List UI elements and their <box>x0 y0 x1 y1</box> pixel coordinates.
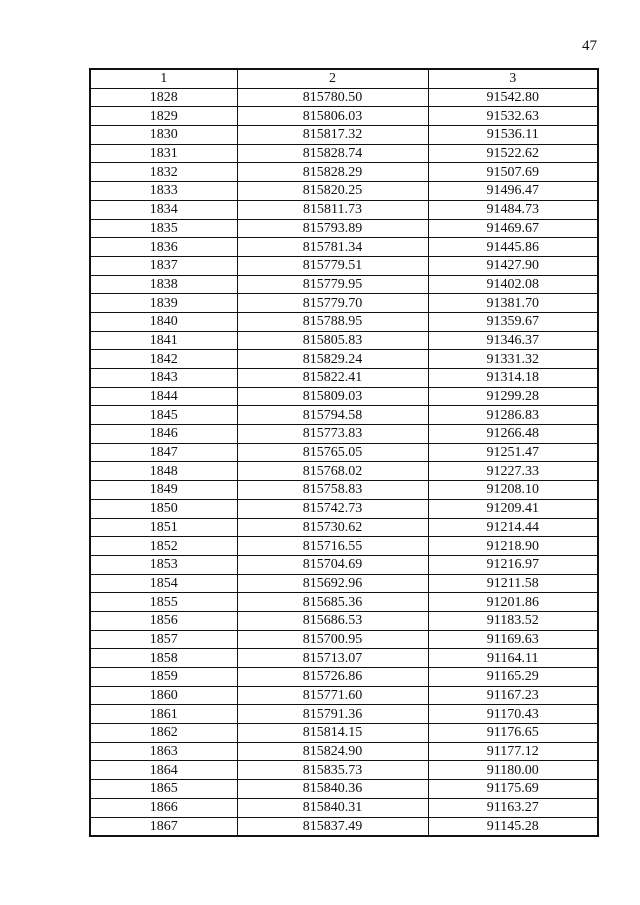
table-row <box>90 369 598 388</box>
x-coordinate-cell: 815704.69 <box>237 555 428 574</box>
x-coordinate-cell: 815828.29 <box>237 163 428 182</box>
point-number-cell: 1828 <box>90 88 237 107</box>
y-coordinate-cell: 91507.69 <box>428 163 598 182</box>
y-coordinate-cell: 91266.48 <box>428 425 598 444</box>
table-row <box>90 798 598 817</box>
point-number-cell: 1835 <box>90 219 237 238</box>
table-body <box>90 88 598 836</box>
y-coordinate-cell: 91163.27 <box>428 798 598 817</box>
point-number-cell: 1844 <box>90 387 237 406</box>
table-row <box>90 275 598 294</box>
table-row <box>90 238 598 257</box>
x-coordinate-cell: 815713.07 <box>237 649 428 668</box>
point-number-cell: 1837 <box>90 256 237 275</box>
x-coordinate-cell: 815781.34 <box>237 238 428 257</box>
x-coordinate-cell: 815780.50 <box>237 88 428 107</box>
table-row <box>90 780 598 799</box>
y-coordinate-cell: 91167.23 <box>428 686 598 705</box>
x-coordinate-cell: 815779.70 <box>237 294 428 313</box>
point-number-cell: 1861 <box>90 705 237 724</box>
table-row <box>90 630 598 649</box>
x-coordinate-cell: 815805.83 <box>237 331 428 350</box>
y-coordinate-cell: 91164.11 <box>428 649 598 668</box>
table-row <box>90 425 598 444</box>
y-coordinate-cell: 91427.90 <box>428 256 598 275</box>
x-coordinate-cell: 815685.36 <box>237 593 428 612</box>
x-coordinate-cell: 815716.55 <box>237 537 428 556</box>
x-coordinate-cell: 815817.32 <box>237 126 428 145</box>
point-number-cell: 1855 <box>90 593 237 612</box>
x-coordinate-cell: 815840.36 <box>237 780 428 799</box>
x-coordinate-cell: 815730.62 <box>237 518 428 537</box>
point-number-cell: 1836 <box>90 238 237 257</box>
column-header: 1 <box>90 69 237 88</box>
point-number-cell: 1863 <box>90 742 237 761</box>
y-coordinate-cell: 91381.70 <box>428 294 598 313</box>
x-coordinate-cell: 815814.15 <box>237 724 428 743</box>
y-coordinate-cell: 91183.52 <box>428 611 598 630</box>
table-row <box>90 182 598 201</box>
point-number-cell: 1852 <box>90 537 237 556</box>
point-number-cell: 1845 <box>90 406 237 425</box>
x-coordinate-cell: 815779.51 <box>237 256 428 275</box>
point-number-cell: 1840 <box>90 312 237 331</box>
point-number-cell: 1832 <box>90 163 237 182</box>
point-number-cell: 1867 <box>90 817 237 836</box>
y-coordinate-cell: 91177.12 <box>428 742 598 761</box>
point-number-cell: 1842 <box>90 350 237 369</box>
point-number-cell: 1865 <box>90 780 237 799</box>
x-coordinate-cell: 815840.31 <box>237 798 428 817</box>
y-coordinate-cell: 91484.73 <box>428 200 598 219</box>
y-coordinate-cell: 91180.00 <box>428 761 598 780</box>
point-number-cell: 1854 <box>90 574 237 593</box>
x-coordinate-cell: 815829.24 <box>237 350 428 369</box>
y-coordinate-cell: 91314.18 <box>428 369 598 388</box>
table-row <box>90 537 598 556</box>
y-coordinate-cell: 91445.86 <box>428 238 598 257</box>
x-coordinate-cell: 815686.53 <box>237 611 428 630</box>
point-number-cell: 1860 <box>90 686 237 705</box>
y-coordinate-cell: 91536.11 <box>428 126 598 145</box>
x-coordinate-cell: 815793.89 <box>237 219 428 238</box>
table-row <box>90 200 598 219</box>
page-number: 47 <box>582 38 597 54</box>
x-coordinate-cell: 815742.73 <box>237 499 428 518</box>
y-coordinate-cell: 91208.10 <box>428 481 598 500</box>
point-number-cell: 1862 <box>90 724 237 743</box>
y-coordinate-cell: 91211.58 <box>428 574 598 593</box>
point-number-cell: 1857 <box>90 630 237 649</box>
x-coordinate-cell: 815809.03 <box>237 387 428 406</box>
y-coordinate-cell: 91170.43 <box>428 705 598 724</box>
table-row <box>90 88 598 107</box>
point-number-cell: 1866 <box>90 798 237 817</box>
point-number-cell: 1834 <box>90 200 237 219</box>
y-coordinate-cell: 91542.80 <box>428 88 598 107</box>
point-number-cell: 1858 <box>90 649 237 668</box>
table-row <box>90 350 598 369</box>
table-row <box>90 387 598 406</box>
point-number-cell: 1848 <box>90 462 237 481</box>
header-row <box>90 69 598 88</box>
point-number-cell: 1851 <box>90 518 237 537</box>
table-row <box>90 611 598 630</box>
point-number-cell: 1850 <box>90 499 237 518</box>
y-coordinate-cell: 91169.63 <box>428 630 598 649</box>
y-coordinate-cell: 91331.32 <box>428 350 598 369</box>
x-coordinate-cell: 815779.95 <box>237 275 428 294</box>
x-coordinate-cell: 815700.95 <box>237 630 428 649</box>
y-coordinate-cell: 91165.29 <box>428 668 598 687</box>
y-coordinate-cell: 91214.44 <box>428 518 598 537</box>
point-number-cell: 1831 <box>90 144 237 163</box>
table-row <box>90 462 598 481</box>
point-number-cell: 1838 <box>90 275 237 294</box>
y-coordinate-cell: 91346.37 <box>428 331 598 350</box>
y-coordinate-cell: 91469.67 <box>428 219 598 238</box>
x-coordinate-cell: 815824.90 <box>237 742 428 761</box>
table-row <box>90 144 598 163</box>
y-coordinate-cell: 91201.86 <box>428 593 598 612</box>
point-number-cell: 1859 <box>90 668 237 687</box>
point-number-cell: 1864 <box>90 761 237 780</box>
table-row <box>90 668 598 687</box>
table-row <box>90 163 598 182</box>
y-coordinate-cell: 91209.41 <box>428 499 598 518</box>
table-row <box>90 256 598 275</box>
column-header: 2 <box>237 69 428 88</box>
table-row <box>90 331 598 350</box>
y-coordinate-cell: 91286.83 <box>428 406 598 425</box>
table-row <box>90 593 598 612</box>
table-row <box>90 219 598 238</box>
table-row <box>90 574 598 593</box>
x-coordinate-cell: 815726.86 <box>237 668 428 687</box>
x-coordinate-cell: 815835.73 <box>237 761 428 780</box>
x-coordinate-cell: 815692.96 <box>237 574 428 593</box>
x-coordinate-cell: 815771.60 <box>237 686 428 705</box>
y-coordinate-cell: 91496.47 <box>428 182 598 201</box>
y-coordinate-cell: 91176.65 <box>428 724 598 743</box>
x-coordinate-cell: 815765.05 <box>237 443 428 462</box>
table-row <box>90 443 598 462</box>
point-number-cell: 1853 <box>90 555 237 574</box>
table-header <box>90 69 598 88</box>
point-number-cell: 1849 <box>90 481 237 500</box>
table-row <box>90 406 598 425</box>
x-coordinate-cell: 815837.49 <box>237 817 428 836</box>
y-coordinate-cell: 91402.08 <box>428 275 598 294</box>
point-number-cell: 1843 <box>90 369 237 388</box>
table-row <box>90 742 598 761</box>
x-coordinate-cell: 815773.83 <box>237 425 428 444</box>
y-coordinate-cell: 91227.33 <box>428 462 598 481</box>
y-coordinate-cell: 91218.90 <box>428 537 598 556</box>
table-row <box>90 705 598 724</box>
point-number-cell: 1856 <box>90 611 237 630</box>
table-row <box>90 499 598 518</box>
x-coordinate-cell: 815820.25 <box>237 182 428 201</box>
y-coordinate-cell: 91299.28 <box>428 387 598 406</box>
coordinates-table <box>89 68 599 837</box>
y-coordinate-cell: 91532.63 <box>428 107 598 126</box>
table-row <box>90 724 598 743</box>
y-coordinate-cell: 91175.69 <box>428 780 598 799</box>
table-row <box>90 761 598 780</box>
y-coordinate-cell: 91522.62 <box>428 144 598 163</box>
column-header: 3 <box>428 69 598 88</box>
table-row <box>90 555 598 574</box>
point-number-cell: 1841 <box>90 331 237 350</box>
x-coordinate-cell: 815758.83 <box>237 481 428 500</box>
table-row <box>90 126 598 145</box>
y-coordinate-cell: 91145.28 <box>428 817 598 836</box>
table-row <box>90 649 598 668</box>
table-row <box>90 107 598 126</box>
point-number-cell: 1829 <box>90 107 237 126</box>
x-coordinate-cell: 815768.02 <box>237 462 428 481</box>
point-number-cell: 1847 <box>90 443 237 462</box>
table-row <box>90 686 598 705</box>
point-number-cell: 1839 <box>90 294 237 313</box>
x-coordinate-cell: 815822.41 <box>237 369 428 388</box>
table-row <box>90 518 598 537</box>
table-row <box>90 817 598 836</box>
table-row <box>90 481 598 500</box>
point-number-cell: 1846 <box>90 425 237 444</box>
x-coordinate-cell: 815788.95 <box>237 312 428 331</box>
point-number-cell: 1830 <box>90 126 237 145</box>
y-coordinate-cell: 91216.97 <box>428 555 598 574</box>
y-coordinate-cell: 91251.47 <box>428 443 598 462</box>
x-coordinate-cell: 815806.03 <box>237 107 428 126</box>
x-coordinate-cell: 815791.36 <box>237 705 428 724</box>
x-coordinate-cell: 815811.73 <box>237 200 428 219</box>
table-row <box>90 312 598 331</box>
x-coordinate-cell: 815794.58 <box>237 406 428 425</box>
table-row <box>90 294 598 313</box>
x-coordinate-cell: 815828.74 <box>237 144 428 163</box>
point-number-cell: 1833 <box>90 182 237 201</box>
y-coordinate-cell: 91359.67 <box>428 312 598 331</box>
